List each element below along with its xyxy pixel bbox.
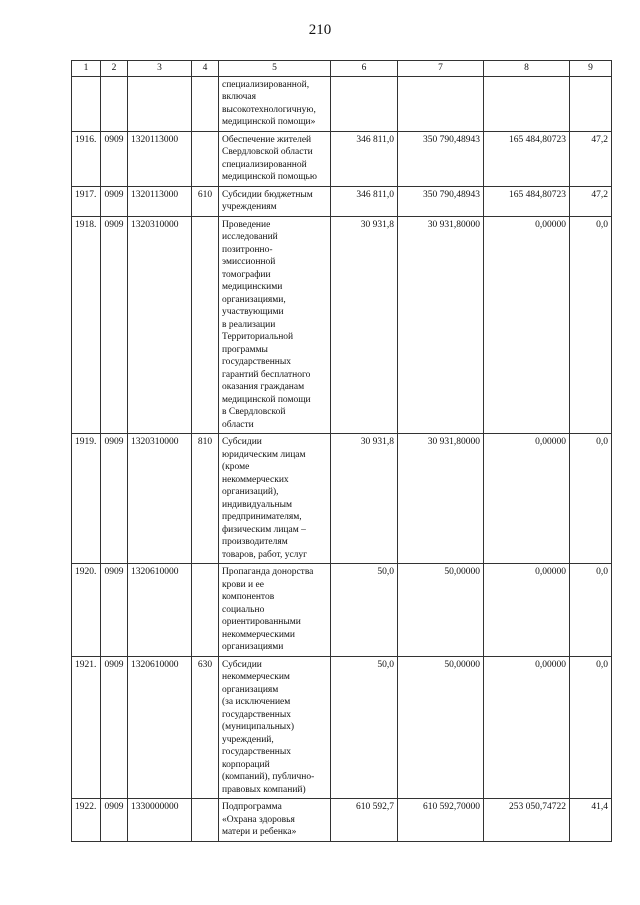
name-line: медицинскими bbox=[222, 282, 283, 292]
planned-amount-cell: 610 592,70000 bbox=[398, 799, 484, 842]
name-line: участвующими bbox=[222, 307, 284, 317]
name-line: высокотехнологичную, bbox=[222, 104, 316, 115]
name-line: специализированной bbox=[222, 159, 307, 170]
budget-table bbox=[71, 60, 612, 842]
name-line: корпораций bbox=[222, 759, 270, 770]
header-col-7: 7 bbox=[398, 61, 484, 77]
executed-amount-cell bbox=[484, 76, 570, 131]
name-line: оказания гражданам bbox=[222, 382, 305, 392]
target-article-cell: 1320610000 bbox=[128, 656, 192, 799]
name-line: организаций), bbox=[222, 487, 279, 497]
name-line: товаров, работ, услуг bbox=[222, 549, 308, 560]
name-line: компонентов bbox=[222, 592, 275, 602]
name-line: позитронно- bbox=[222, 244, 273, 255]
name-line: Субсидии bbox=[222, 659, 262, 670]
row-number-cell: 1916. bbox=[72, 131, 101, 186]
approved-amount-cell: 346 811,0 bbox=[331, 186, 398, 216]
planned-amount-cell: 50,00000 bbox=[398, 656, 484, 799]
executed-amount-cell: 0,00000 bbox=[484, 216, 570, 434]
name-cell bbox=[219, 564, 331, 657]
approved-amount-cell bbox=[331, 76, 398, 131]
name-line: программы bbox=[222, 344, 268, 355]
name-line: исследований bbox=[222, 232, 278, 242]
section-code-cell: 0909 bbox=[101, 434, 128, 564]
table-row bbox=[72, 76, 612, 131]
name-line: организациям bbox=[222, 684, 279, 695]
header-col-2: 2 bbox=[101, 61, 128, 77]
table-row bbox=[72, 216, 612, 434]
section-code-cell: 0909 bbox=[101, 656, 128, 799]
expense-type-cell bbox=[192, 76, 219, 131]
row-number-cell: 1918. bbox=[72, 216, 101, 434]
name-line: предпринимателям, bbox=[222, 512, 302, 522]
section-code-cell bbox=[101, 76, 128, 131]
name-line: Субсидии bbox=[222, 437, 262, 447]
execution-percent-cell: 0,0 bbox=[570, 216, 612, 434]
row-number-cell: 1920. bbox=[72, 564, 101, 657]
section-code-cell: 0909 bbox=[101, 799, 128, 842]
name-line: учреждений, bbox=[222, 734, 274, 745]
execution-percent-cell: 0,0 bbox=[570, 434, 612, 564]
expense-type-cell: 810 bbox=[192, 434, 219, 564]
name-line: области bbox=[222, 419, 254, 430]
name-line: (муниципальных) bbox=[222, 722, 295, 732]
name-line: специализированной, bbox=[222, 79, 310, 90]
name-line: Территориальной bbox=[222, 332, 294, 342]
name-line: матери и ребенка» bbox=[222, 827, 297, 837]
approved-amount-cell: 50,0 bbox=[331, 656, 398, 799]
name-line: медицинской помощью bbox=[222, 172, 317, 182]
name-cell bbox=[219, 131, 331, 186]
header-col-9: 9 bbox=[570, 61, 612, 77]
name-cell bbox=[219, 186, 331, 216]
name-line: Подпрограмма bbox=[222, 802, 282, 812]
name-line: в Свердловской bbox=[222, 407, 286, 417]
name-line: организациями, bbox=[222, 294, 286, 305]
expense-type-cell bbox=[192, 564, 219, 657]
execution-percent-cell: 41,4 bbox=[570, 799, 612, 842]
executed-amount-cell: 0,00000 bbox=[484, 656, 570, 799]
table-row bbox=[72, 564, 612, 657]
name-line: в реализации bbox=[222, 319, 276, 330]
name-line: организациями bbox=[222, 642, 284, 652]
section-code-cell: 0909 bbox=[101, 131, 128, 186]
approved-amount-cell: 30 931,8 bbox=[331, 216, 398, 434]
header-col-5: 5 bbox=[219, 61, 331, 77]
approved-amount-cell: 346 811,0 bbox=[331, 131, 398, 186]
row-number-cell: 1919. bbox=[72, 434, 101, 564]
name-line: эмиссионной bbox=[222, 257, 276, 267]
target-article-cell: 1330000000 bbox=[128, 799, 192, 842]
name-line: (кроме bbox=[222, 462, 250, 472]
expense-type-cell: 610 bbox=[192, 186, 219, 216]
name-line: государственных bbox=[222, 709, 292, 720]
name-line: производителям bbox=[222, 537, 288, 547]
name-line: социально bbox=[222, 604, 265, 615]
name-line: «Охрана здоровья bbox=[222, 814, 295, 825]
name-line: ориентированными bbox=[222, 617, 301, 627]
name-line: включая bbox=[222, 92, 256, 102]
name-cell bbox=[219, 216, 331, 434]
planned-amount-cell bbox=[398, 76, 484, 131]
name-line: учреждениям bbox=[222, 202, 277, 212]
table-row bbox=[72, 131, 612, 186]
name-cell bbox=[219, 799, 331, 842]
target-article-cell bbox=[128, 76, 192, 131]
target-article-cell: 1320310000 bbox=[128, 216, 192, 434]
execution-percent-cell: 47,2 bbox=[570, 131, 612, 186]
planned-amount-cell: 30 931,80000 bbox=[398, 216, 484, 434]
approved-amount-cell: 50,0 bbox=[331, 564, 398, 657]
planned-amount-cell: 350 790,48943 bbox=[398, 131, 484, 186]
row-number-cell bbox=[72, 76, 101, 131]
name-line: гарантий бесплатного bbox=[222, 369, 311, 380]
header-col-6: 6 bbox=[331, 61, 398, 77]
target-article-cell: 1320310000 bbox=[128, 434, 192, 564]
table-row bbox=[72, 186, 612, 216]
execution-percent-cell: 0,0 bbox=[570, 656, 612, 799]
table-row bbox=[72, 656, 612, 799]
name-line: индивидуальным bbox=[222, 499, 292, 510]
name-line: крови и ее bbox=[222, 579, 264, 590]
row-number-cell: 1922. bbox=[72, 799, 101, 842]
section-code-cell: 0909 bbox=[101, 216, 128, 434]
header-col-3: 3 bbox=[128, 61, 192, 77]
approved-amount-cell: 610 592,7 bbox=[331, 799, 398, 842]
planned-amount-cell: 350 790,48943 bbox=[398, 186, 484, 216]
expense-type-cell bbox=[192, 799, 219, 842]
name-line: Обеспечение жителей bbox=[222, 134, 312, 145]
execution-percent-cell bbox=[570, 76, 612, 131]
execution-percent-cell: 47,2 bbox=[570, 186, 612, 216]
name-line: Пропаганда донорства bbox=[222, 567, 314, 577]
name-cell bbox=[219, 434, 331, 564]
row-number-cell: 1921. bbox=[72, 656, 101, 799]
name-line: некоммерческими bbox=[222, 629, 295, 640]
expense-type-cell bbox=[192, 216, 219, 434]
name-cell bbox=[219, 76, 331, 131]
execution-percent-cell: 0,0 bbox=[570, 564, 612, 657]
name-line: государственных bbox=[222, 357, 292, 367]
name-cell bbox=[219, 656, 331, 799]
header-col-1: 1 bbox=[72, 61, 101, 77]
name-line: некоммерческим bbox=[222, 672, 290, 682]
name-line: физическим лицам – bbox=[222, 524, 306, 535]
table-body bbox=[72, 76, 612, 841]
name-line: томографии bbox=[222, 269, 271, 280]
executed-amount-cell: 0,00000 bbox=[484, 434, 570, 564]
name-line: Свердловской области bbox=[222, 147, 313, 157]
name-line: медицинской помощи» bbox=[222, 117, 316, 127]
executed-amount-cell: 0,00000 bbox=[484, 564, 570, 657]
table-row bbox=[72, 799, 612, 842]
page-number: 210 bbox=[308, 22, 332, 38]
header-col-4: 4 bbox=[192, 61, 219, 77]
name-line: Субсидии бюджетным bbox=[222, 189, 313, 200]
name-line: некоммерческих bbox=[222, 474, 289, 485]
expense-type-cell bbox=[192, 131, 219, 186]
expense-type-cell: 630 bbox=[192, 656, 219, 799]
name-line: правовых компаний) bbox=[222, 784, 306, 795]
name-line: (компаний), публично- bbox=[222, 772, 315, 782]
target-article-cell: 1320610000 bbox=[128, 564, 192, 657]
executed-amount-cell: 165 484,80723 bbox=[484, 131, 570, 186]
name-line: Проведение bbox=[222, 219, 271, 230]
target-article-cell: 1320113000 bbox=[128, 186, 192, 216]
planned-amount-cell: 50,00000 bbox=[398, 564, 484, 657]
section-code-cell: 0909 bbox=[101, 564, 128, 657]
table-row bbox=[72, 434, 612, 564]
name-line: медицинской помощи bbox=[222, 394, 311, 405]
approved-amount-cell: 30 931,8 bbox=[331, 434, 398, 564]
executed-amount-cell: 165 484,80723 bbox=[484, 186, 570, 216]
executed-amount-cell: 253 050,74722 bbox=[484, 799, 570, 842]
target-article-cell: 1320113000 bbox=[128, 131, 192, 186]
table-header-row bbox=[72, 61, 612, 77]
planned-amount-cell: 30 931,80000 bbox=[398, 434, 484, 564]
section-code-cell: 0909 bbox=[101, 186, 128, 216]
name-line: (за исключением bbox=[222, 697, 291, 707]
header-col-8: 8 bbox=[484, 61, 570, 77]
name-line: государственных bbox=[222, 747, 292, 757]
row-number-cell: 1917. bbox=[72, 186, 101, 216]
name-line: юридическим лицам bbox=[222, 449, 306, 460]
